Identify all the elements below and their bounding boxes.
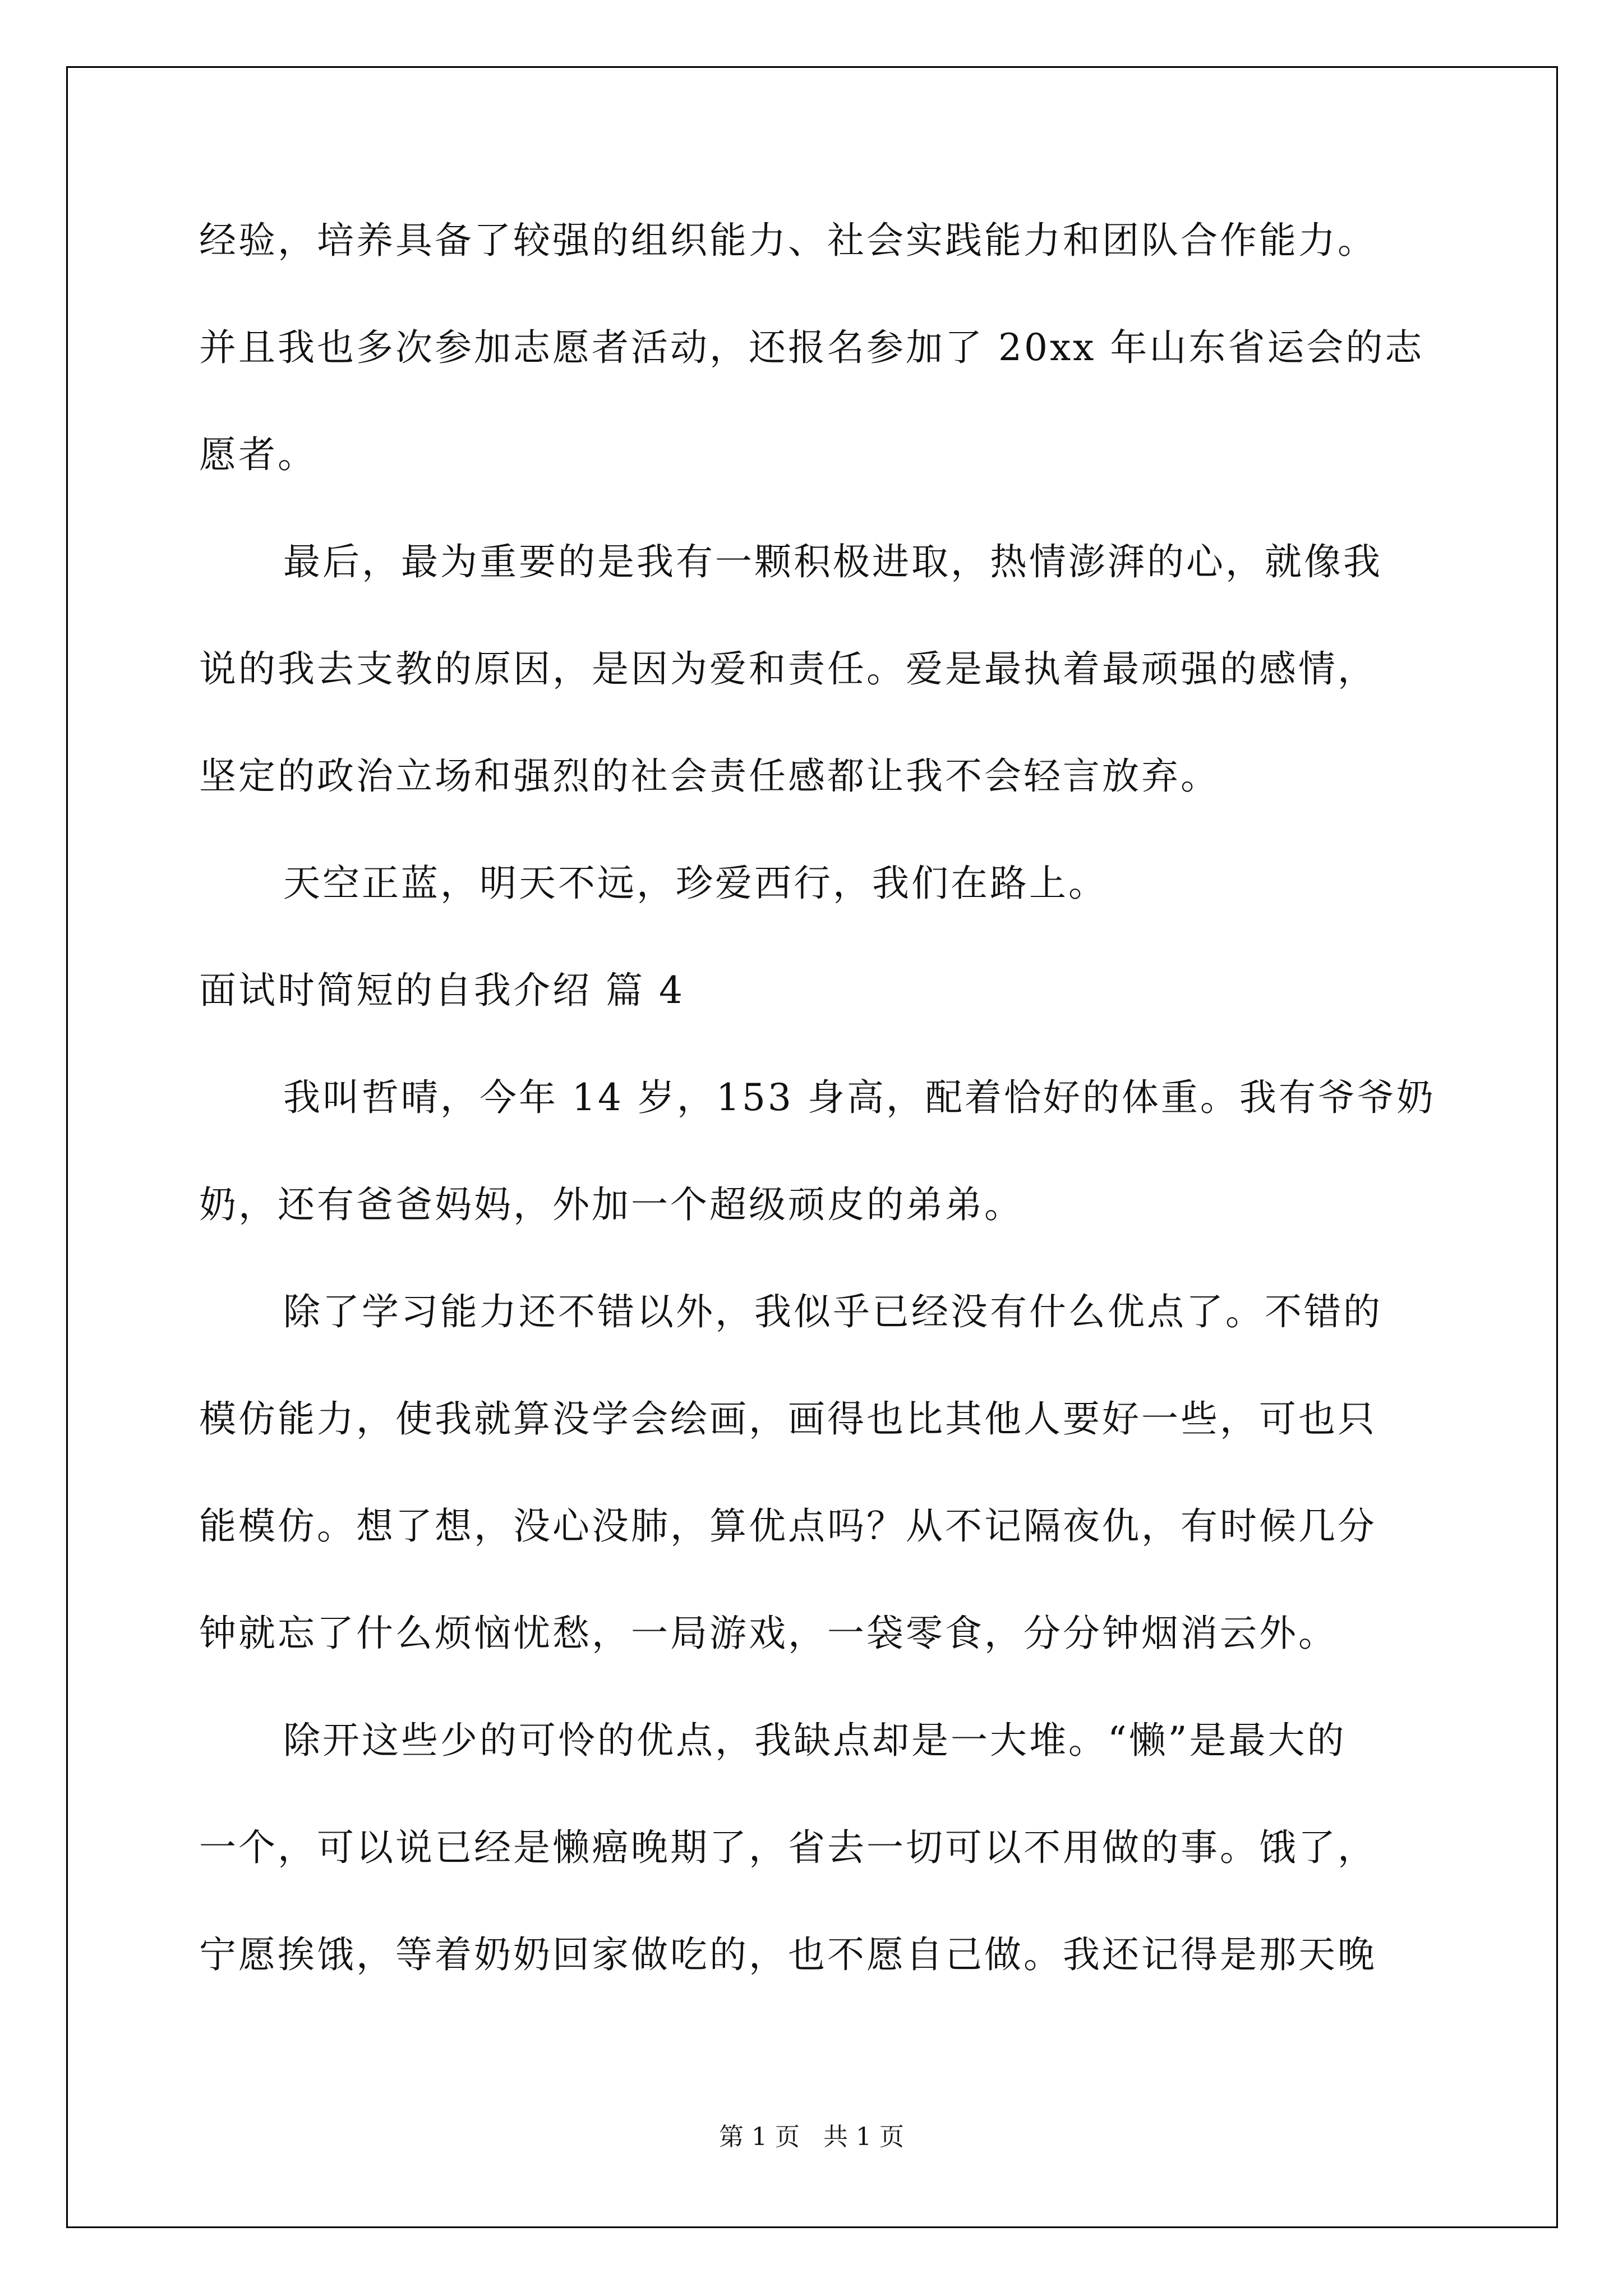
paragraph-line: 经验，培养具备了较强的组织能力、社会实践能力和团队合作能力。 <box>199 219 1377 262</box>
paragraph-line: 除开这些少的可怜的优点，我缺点却是一大堆。“懒”是最大的 <box>283 1719 1347 1762</box>
paragraph-line: 我叫哲晴，今年 14 岁，153 身高，配着恰好的体重。我有爷爷奶 <box>283 1076 1436 1119</box>
paragraph-line: 说的我去支教的原因，是因为爱和责任。爱是最执着最顽强的感情， <box>199 647 1377 691</box>
paragraph-line: 宁愿挨饿，等着奶奶回家做吃的，也不愿自己做。我还记得是那天晚 <box>199 1933 1377 1976</box>
page-footer: 第 1 页 共 1 页 <box>719 2123 904 2151</box>
page-border <box>66 66 1558 2228</box>
paragraph-line: 愿者。 <box>199 433 317 476</box>
paragraph-line: 坚定的政治立场和强烈的社会责任感都让我不会轻言放弃。 <box>199 754 1220 798</box>
paragraph-line: 一个，可以说已经是懒癌晚期了，省去一切可以不用做的事。饿了， <box>199 1826 1377 1869</box>
paragraph-line: 除了学习能力还不错以外，我似乎已经没有什么优点了。不错的 <box>283 1290 1382 1333</box>
paragraph-line: 天空正蓝，明天不远，珍爱西行，我们在路上。 <box>283 862 1108 905</box>
section-heading: 面试时简短的自我介绍 篇 4 <box>199 969 685 1012</box>
paragraph-line: 并且我也多次参加志愿者活动，还报名参加了 20xx 年山东省运会的志 <box>199 326 1424 369</box>
paragraph-line: 模仿能力，使我就算没学会绘画，画得也比其他人要好一些，可也只 <box>199 1397 1377 1441</box>
paragraph-line: 奶，还有爸爸妈妈，外加一个超级顽皮的弟弟。 <box>199 1183 1023 1226</box>
paragraph-line: 钟就忘了什么烦恼忧愁，一局游戏，一袋零食，分分钟烟消云外。 <box>199 1612 1338 1655</box>
paragraph-line: 能模仿。想了想，没心没肺，算优点吗？从不记隔夜仇，有时候几分 <box>199 1504 1377 1548</box>
paragraph-line: 最后，最为重要的是我有一颗积极进取，热情澎湃的心，就像我 <box>283 540 1382 583</box>
